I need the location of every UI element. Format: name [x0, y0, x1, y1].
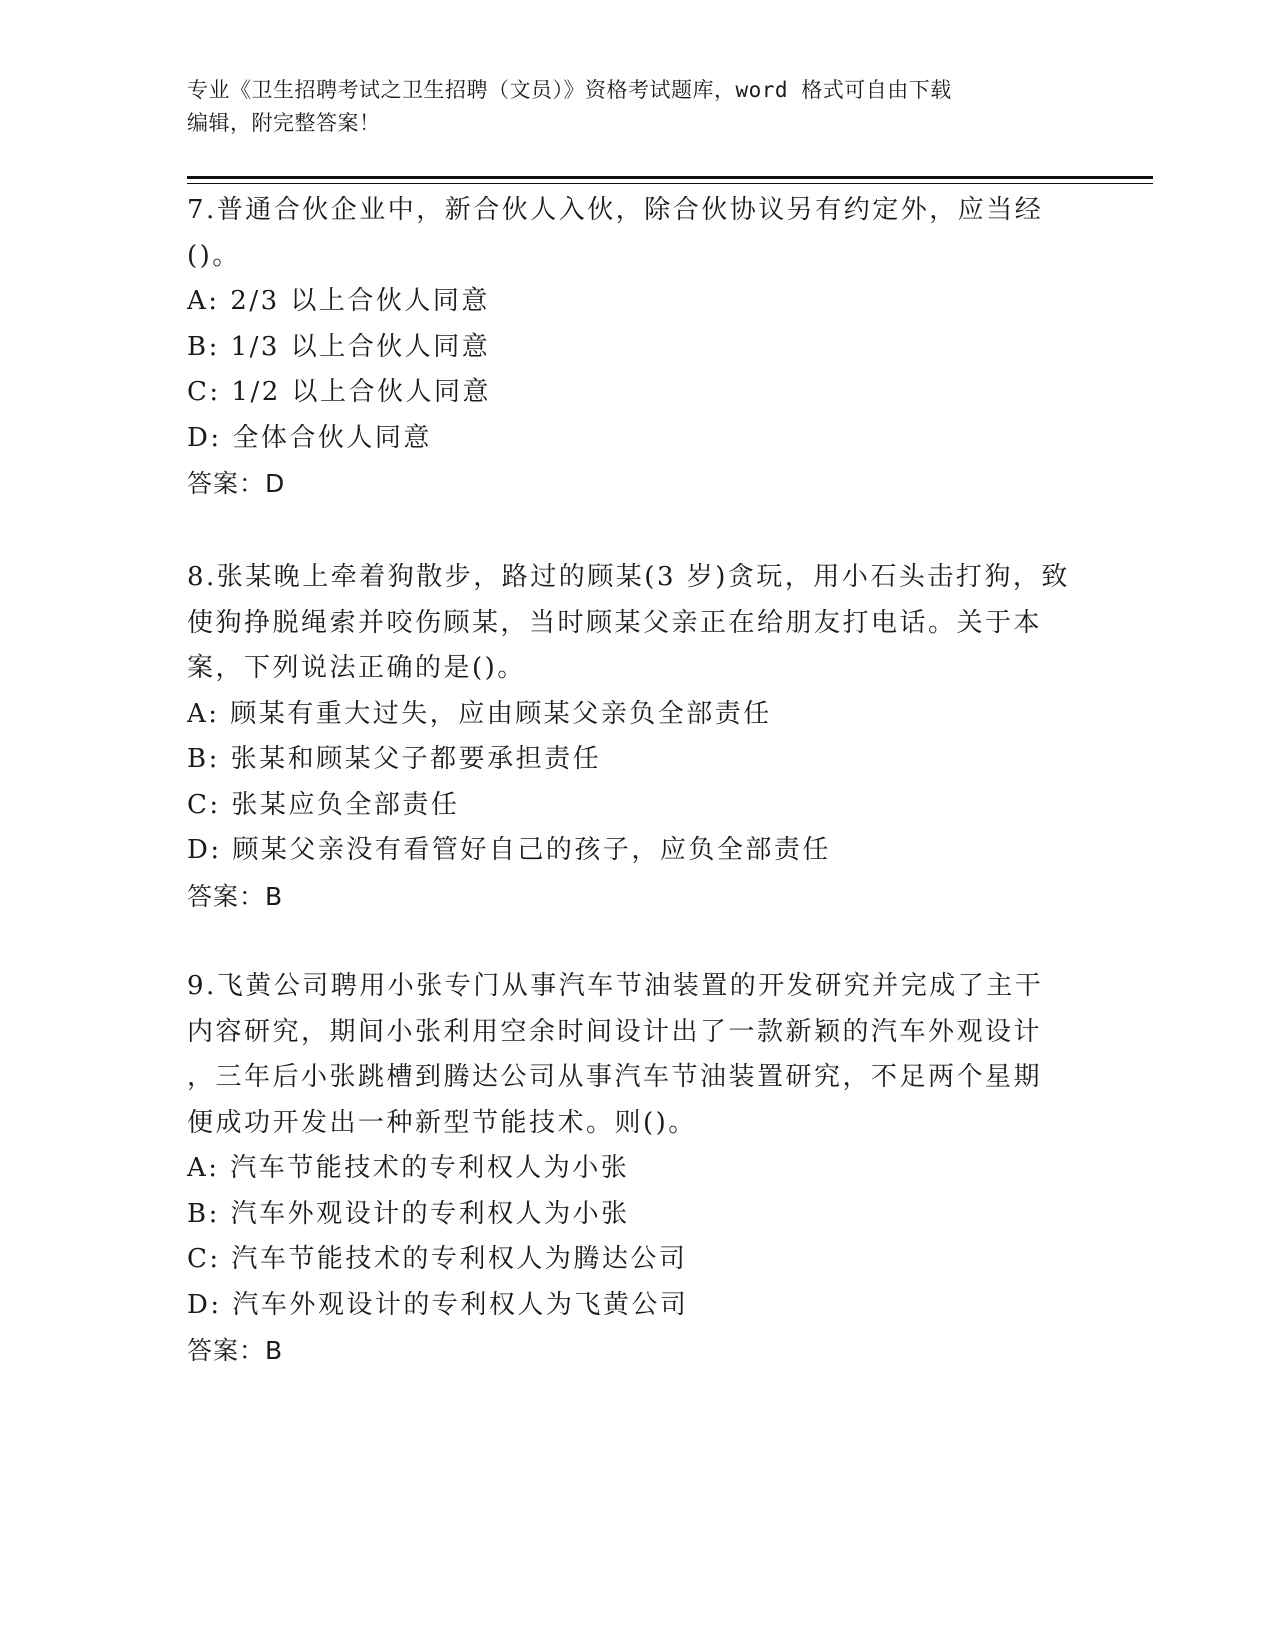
question-7 — [187, 188, 1087, 507]
option-c: C: 汽车节能技术的专利权人为腾达公司 — [187, 1244, 688, 1274]
question-stem: 9.飞黄公司聘用小张专门从事汽车节油装置的开发研究并完成了主干 — [187, 971, 1044, 1001]
question-8 — [187, 555, 1087, 919]
option-b: B: 汽车外观设计的专利权人为小张 — [187, 1198, 630, 1229]
option-d: D: 顾某父亲没有看管好自己的孩子，应负全部责任 — [187, 835, 831, 865]
question-9 — [187, 964, 1087, 1374]
option-d: D: 汽车外观设计的专利权人为飞黄公司 — [187, 1289, 689, 1320]
option-a: A: 汽车节能技术的专利权人为小张 — [187, 1153, 630, 1183]
option-a: A: 顾某有重大过失，应由顾某父亲负全部责任 — [187, 698, 772, 729]
option-a: A: 2/3 以上合伙人同意 — [187, 286, 490, 316]
answer-line: 答案：D — [187, 469, 286, 498]
header-divider-thin — [187, 183, 1153, 184]
question-stem: 便成功开发出一种新型节能技术。则()。 — [187, 1107, 697, 1138]
question-stem: 内容研究，期间小张利用空余时间设计出了一款新颖的汽车外观设计 — [187, 1016, 1043, 1047]
option-c: C: 张某应负全部责任 — [187, 789, 460, 820]
option-c: C: 1/2 以上合伙人同意 — [187, 377, 492, 407]
answer-line: 答案：B — [187, 1336, 284, 1365]
option-d: D: 全体合伙人同意 — [187, 422, 432, 453]
question-stem: 案，下列说法正确的是()。 — [187, 653, 526, 683]
option-b: B: 1/3 以上合伙人同意 — [187, 331, 491, 362]
header-divider-thick — [187, 176, 1153, 179]
document-header — [187, 74, 1087, 140]
option-b: B: 张某和顾某父子都要承担责任 — [187, 744, 602, 774]
question-stem: 8.张某晚上牵着狗散步，路过的顾某(3 岁)贪玩，用小石头击打狗，致 — [187, 562, 1070, 592]
question-stem: 7.普通合伙企业中，新合伙人入伙，除合伙协议另有约定外，应当经 — [187, 195, 1044, 225]
question-stem: ()。 — [187, 240, 241, 271]
answer-line: 答案：B — [187, 881, 284, 911]
question-stem: 使狗挣脱绳索并咬伤顾某，当时顾某父亲正在给朋友打电话。关于本 — [187, 607, 1043, 638]
header-line: 专业《卫生招聘考试之卫生招聘（文员）》资格考试题库，word 格式可自由下载 — [187, 78, 952, 102]
header-line: 编辑，附完整答案！ — [187, 111, 381, 135]
question-stem: ，三年后小张跳槽到腾达公司从事汽车节油装置研究，不足两个星期 — [187, 1062, 1043, 1092]
